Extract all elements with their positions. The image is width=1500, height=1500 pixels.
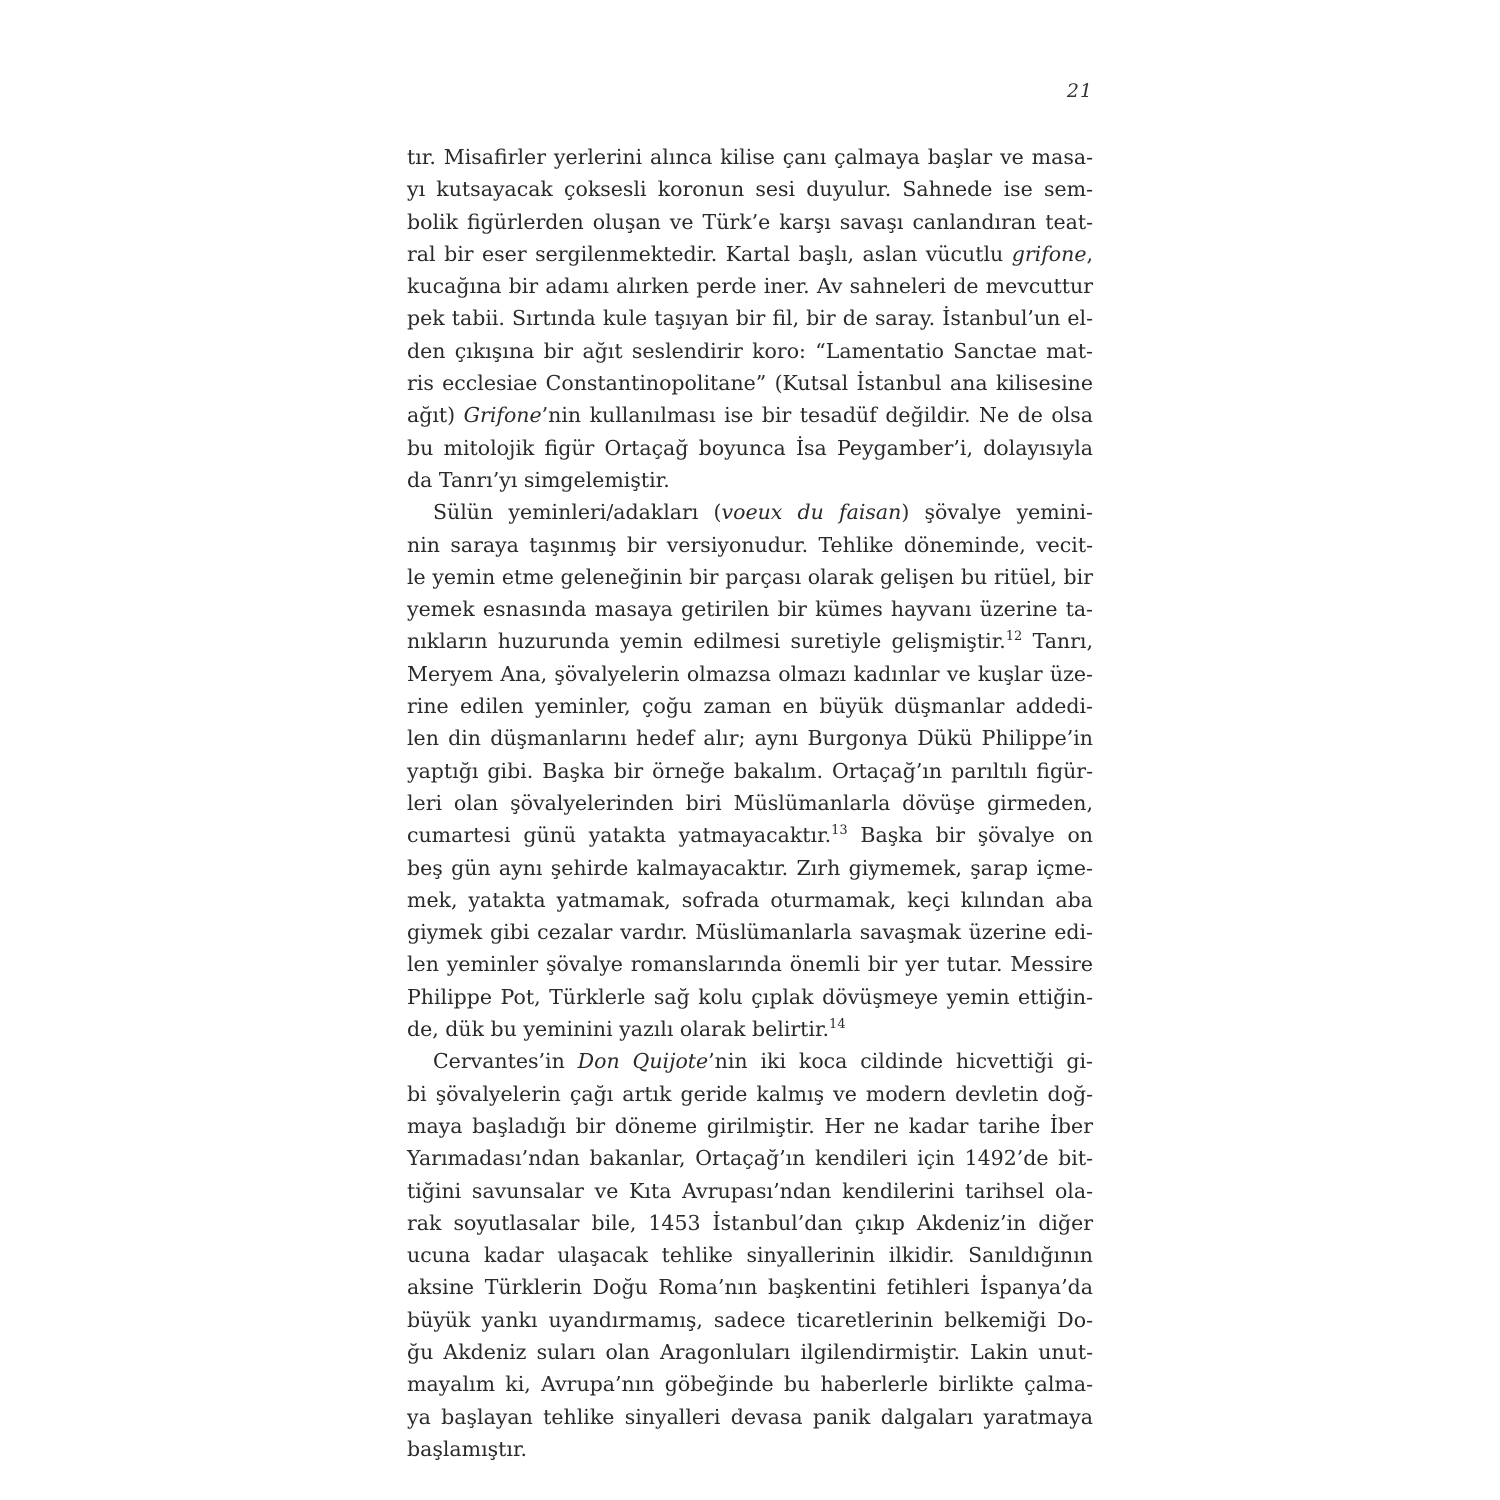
text-line — [407, 1433, 1093, 1465]
text-segment: ) şövalye yemini- — [901, 500, 1093, 525]
text-line — [407, 399, 1093, 431]
text-line — [407, 1336, 1093, 1368]
text-segment: aksine Türklerin Doğu Roma’nın başkentini fetihleri İspanya’da — [407, 1275, 1093, 1300]
text-line — [407, 1110, 1093, 1142]
text-segment: rak soyutlasalar bile, 1453 İstanbul’dan çıkıp Akdeniz’in diğer — [407, 1210, 1093, 1235]
text-line — [407, 948, 1093, 980]
text-line — [407, 464, 1093, 496]
text-line — [407, 432, 1093, 464]
text-line — [407, 561, 1093, 593]
text-segment: voeux du faisan — [721, 500, 902, 525]
paragraph — [407, 141, 1093, 496]
text-line — [407, 1013, 1093, 1045]
text-segment: nin saraya taşınmış bir versiyonudur. Tehlike döneminde, vecit- — [407, 532, 1093, 557]
text-segment: yaptığı gibi. Başka bir örneğe bakalım. Ortaçağ’ın parıltılı figür- — [407, 758, 1093, 783]
text-segment: tır. Misafirler yerlerini alınca kilise çanı çalmaya başlar ve masa- — [407, 145, 1093, 169]
text-line — [407, 1142, 1093, 1174]
text-segment: ’nin kullanılması ise bir tesadüf değildir. Ne de olsa — [541, 403, 1093, 428]
text-segment: Başka bir şövalye on — [847, 823, 1093, 848]
text-segment: ral bir eser sergilenmektedir. Kartal başlı, aslan vücutlu — [407, 241, 1012, 266]
text-line — [407, 1078, 1093, 1110]
text-line — [407, 1401, 1093, 1433]
text-segment: pek tabii. Sırtında kule taşıyan bir fil, bir de saray. İstanbul’un el- — [407, 306, 1093, 331]
text-line — [407, 1271, 1093, 1303]
text-segment: bu mitolojik figür Ortaçağ boyunca İsa Peygamber’i, dolayısıyla — [407, 435, 1093, 460]
text-segment: Yarımadası’ndan bakanlar, Ortaçağ’ın kendileri için 1492’de bit- — [407, 1146, 1093, 1171]
text-segment: yı kutsayacak çoksesli koronun sesi duyulur. Sahnede ise sem- — [407, 177, 1093, 202]
text-line — [407, 852, 1093, 884]
text-segment: büyük yankı uyandırmamış, sadece ticaretlerinin belkemiği Do- — [407, 1307, 1093, 1332]
text-segment: Sülün yeminleri/adakları ( — [433, 500, 722, 525]
text-line — [407, 981, 1093, 1013]
text-segment: bi şövalyelerin çağı artık geride kalmış ve modern devletin doğ- — [407, 1081, 1093, 1106]
text-segment: nıkların huzurunda yemin edilmesi suretiyle gelişmiştir. — [407, 629, 1006, 654]
text-segment: giymek gibi cezalar vardır. Müslümanlarla savaşmak üzerine edi- — [407, 920, 1093, 945]
text-segment: Cervantes’in — [433, 1049, 578, 1074]
text-line — [407, 141, 1093, 173]
text-segment: rine edilen yeminler, çoğu zaman en büyük düşmanlar addedi- — [407, 694, 1093, 719]
text-line — [407, 658, 1093, 690]
text-segment: kucağına bir adamı alırken perde iner. Av sahneleri de mevcuttur — [407, 274, 1093, 299]
text-segment: beş gün aynı şehirde kalmayacaktır. Zırh giymemek, şarap içme- — [407, 855, 1093, 880]
text-segment: başlamıştır. — [407, 1436, 528, 1461]
text-segment: ris ecclesiae Constantinopolitane” (Kutsal İstanbul ana kilisesine — [407, 371, 1093, 396]
text-segment: leri olan şövalyelerinden biri Müslümanlarla dövüşe girmeden, — [407, 790, 1093, 815]
text-line — [407, 335, 1093, 367]
text-segment: den çıkışına bir ağıt seslendirir koro: “Lamentatio Sanctae mat- — [407, 338, 1093, 363]
text-line — [407, 1368, 1093, 1400]
text-segment: Meryem Ana, şövalyelerin olmazsa olmazı kadınlar ve kuşlar üze- — [407, 661, 1093, 686]
text-line — [407, 884, 1093, 916]
text-line — [407, 367, 1093, 399]
text-line — [407, 755, 1093, 787]
text-segment: ucuna kadar ulaşacak tehlike sinyallerinin ilkidir. Sanıldığının — [407, 1243, 1093, 1268]
text-segment: de, dük bu yeminini yazılı olarak belirtir. — [407, 1017, 830, 1042]
text-segment: le yemin etme geleneğinin bir parçası olarak gelişen bu ritüel, bir — [407, 564, 1093, 589]
text-segment: grifone — [1011, 241, 1087, 266]
text-line — [407, 270, 1093, 302]
text-line — [407, 1304, 1093, 1336]
text-segment: bolik figürlerden oluşan ve Türk’e karşı savaşı canlandıran teat- — [407, 209, 1093, 234]
body-text — [407, 141, 1093, 1465]
text-segment: da Tanrı’yı simgelemiştir. — [407, 467, 670, 492]
page-number: 21 — [1066, 80, 1093, 102]
text-segment: ağıt) — [407, 403, 464, 428]
text-segment: maya başladığı bir döneme girilmiştir. Her ne kadar tarihe İber — [407, 1113, 1093, 1138]
text-line — [407, 496, 1093, 528]
text-line — [407, 238, 1093, 270]
footnote-ref: 14 — [829, 1017, 846, 1033]
text-segment: ’nin iki koca cildinde hicvettiği gi- — [708, 1049, 1093, 1074]
text-line — [407, 593, 1093, 625]
text-segment: Philippe Pot, Türklerle sağ kolu çıplak dövüşmeye yemin ettiğin- — [407, 984, 1093, 1009]
text-segment: yemek esnasında masaya getirilen bir kümes hayvanı üzerine ta- — [407, 597, 1093, 622]
text-segment: ğu Akdeniz suları olan Aragonluları ilgilendirmiştir. Lakin unut- — [407, 1339, 1093, 1364]
text-segment: , — [1086, 241, 1093, 266]
text-segment: cumartesi günü yatakta yatmayacaktır. — [407, 823, 832, 848]
text-line — [407, 722, 1093, 754]
text-segment: tiğini savunsalar ve Kıta Avrupası’ndan kendilerini tarihsel ola- — [407, 1178, 1093, 1203]
text-segment: Don Quijote — [577, 1049, 709, 1074]
text-segment: Grifone — [463, 403, 542, 428]
text-line — [407, 1175, 1093, 1207]
text-line — [407, 916, 1093, 948]
text-segment: mek, yatakta yatmamak, sofrada oturmamak, keçi kılından aba — [407, 887, 1093, 912]
text-line — [407, 302, 1093, 334]
text-segment: len yeminler şövalye romanslarında önemli bir yer tutar. Messire — [407, 952, 1093, 977]
paragraph — [407, 1045, 1093, 1465]
text-line — [407, 529, 1093, 561]
text-segment: len din düşmanlarını hedef alır; aynı Burgonya Dükü Philippe’in — [407, 726, 1093, 751]
text-segment: mayalım ki, Avrupa’nın göbeğinde bu haberlerle birlikte çalma- — [407, 1372, 1093, 1397]
text-line — [407, 1207, 1093, 1239]
text-line — [407, 625, 1093, 657]
paragraph — [407, 496, 1093, 1045]
text-line — [407, 173, 1093, 205]
text-line — [407, 206, 1093, 238]
text-segment: ya başlayan tehlike sinyalleri devasa panik dalgaları yaratmaya — [407, 1404, 1093, 1429]
text-line — [407, 787, 1093, 819]
text-line — [407, 1045, 1093, 1077]
text-segment: Tanrı, — [1022, 629, 1093, 654]
footnote-ref: 12 — [1005, 629, 1023, 645]
footnote-ref: 13 — [831, 823, 848, 839]
text-line — [407, 1239, 1093, 1271]
text-line — [407, 690, 1093, 722]
text-line — [407, 819, 1093, 851]
